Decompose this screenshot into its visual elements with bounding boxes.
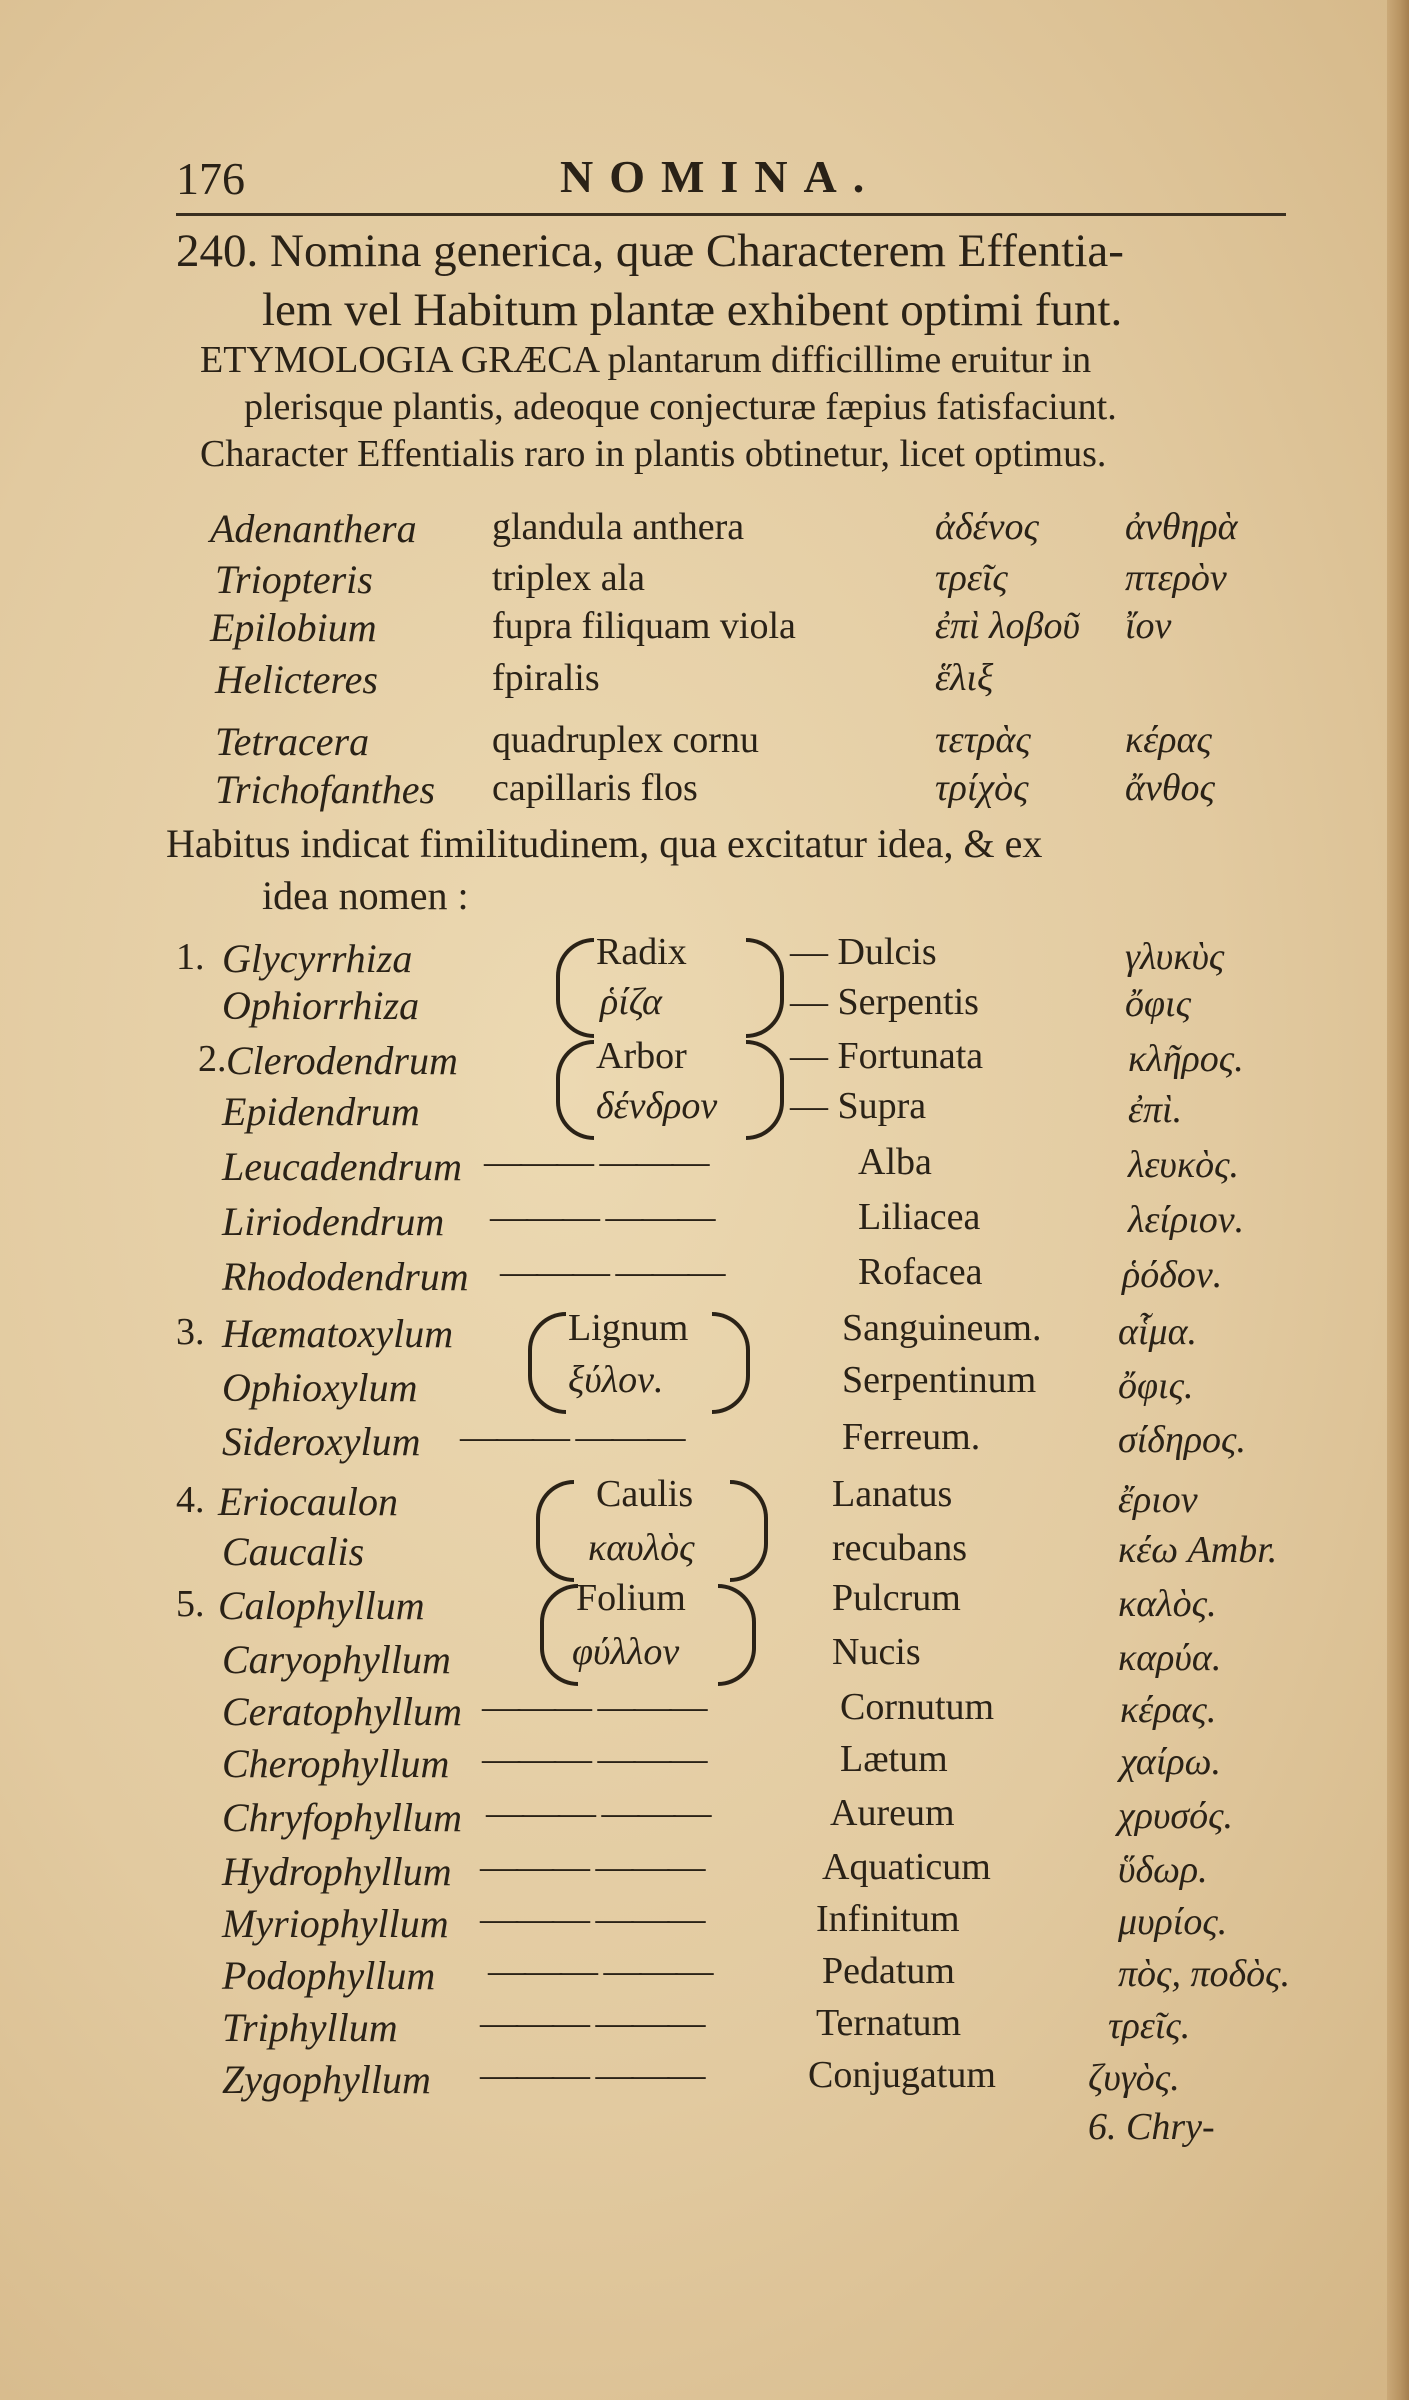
table-greek1: τετρὰς <box>935 719 1031 761</box>
group-greek-2: ὄφις <box>1125 983 1191 1025</box>
list-meaning: Rofacea <box>858 1251 983 1293</box>
table-genus: Trichofanthes <box>215 767 436 812</box>
group-greek-2: καρύα. <box>1118 1637 1222 1679</box>
section-number: 240. <box>176 225 259 277</box>
group-genus-b: Caryophyllum <box>222 1637 451 1682</box>
intro-line2: plerisque plantis, adeoque conjecturæ fæpius fatisfaciunt. <box>244 386 1117 428</box>
left-brace <box>556 938 594 1038</box>
list-meaning: Alba <box>858 1141 932 1183</box>
table-greek1: τρίχὸς <box>935 767 1029 809</box>
header-rule <box>176 213 1286 216</box>
group-word-latin: Lignum <box>568 1307 689 1349</box>
list-dashes: ——— ——— <box>488 1950 712 1992</box>
left-brace <box>556 1040 594 1140</box>
group-meaning-1: — Dulcis <box>790 931 937 973</box>
group-number: 1. <box>176 936 205 978</box>
list-dashes: ——— ——— <box>480 2054 704 2096</box>
section-heading-line1: Nomina generica, quæ Characterem Effentia- <box>270 225 1124 277</box>
table-greek2: ἀνθηρὰ <box>1125 506 1238 548</box>
group-word-latin: Folium <box>576 1577 686 1619</box>
group-genus-b: Caucalis <box>222 1529 365 1574</box>
group-meaning-2: — Serpentis <box>790 981 979 1023</box>
list-genus: Triphyllum <box>222 2005 398 2050</box>
table-greek1: ἕλιξ <box>935 657 994 699</box>
group-number: 5. <box>176 1583 205 1625</box>
group-meaning-2: Serpentinum <box>842 1359 1037 1401</box>
group-word-greek: φύλλον <box>572 1631 680 1673</box>
table-greek1: τρεῖς <box>935 557 1008 599</box>
group-genus-a: Clerodendrum <box>226 1038 458 1083</box>
list-genus: Liriodendrum <box>222 1199 445 1244</box>
habitus-line1: Habitus indicat fimilitudinem, qua excitatur idea, & ex <box>166 821 1043 866</box>
table-greek2: ἄνθος <box>1125 767 1215 809</box>
list-meaning: Pedatum <box>822 1950 955 1992</box>
book-binding-edge <box>1387 0 1409 2400</box>
list-meaning: Aureum <box>830 1792 955 1834</box>
group-greek-1: καλὸς. <box>1118 1583 1217 1625</box>
list-meaning: Infinitum <box>816 1898 960 1940</box>
left-brace <box>536 1480 574 1582</box>
list-dashes: ——— ——— <box>480 1846 704 1888</box>
group-genus-b: Ophioxylum <box>222 1365 418 1410</box>
table-genus: Helicteres <box>215 657 378 702</box>
group-genus-a: Calophyllum <box>218 1583 425 1628</box>
list-meaning: Cornutum <box>840 1686 995 1728</box>
intro-line1: ETYMOLOGIA GRÆCA plantarum difficillime eruitur in <box>200 339 1092 381</box>
right-brace <box>712 1312 750 1414</box>
group-meaning-2: recubans <box>832 1527 968 1569</box>
table-greek2: πτερὸν <box>1125 557 1227 599</box>
table-greek2: κέρας <box>1125 719 1212 761</box>
intro-line3: Character Effentialis raro in plantis obtinetur, licet optimus. <box>200 433 1107 475</box>
group-greek-2: ὄφις. <box>1118 1365 1194 1407</box>
list-greek: ὕδωρ. <box>1118 1849 1208 1891</box>
list-meaning: Lætum <box>840 1738 948 1780</box>
list-genus: Cherophyllum <box>222 1741 450 1786</box>
list-dashes: ——— ——— <box>486 1792 710 1834</box>
group-genus-a: Glycyrrhiza <box>222 936 413 981</box>
group-meaning-1: Lanatus <box>832 1473 953 1515</box>
list-dashes: ——— ——— <box>480 2002 704 2044</box>
table-meaning: fpiralis <box>492 657 600 699</box>
list-dashes: ——— ——— <box>484 1141 708 1183</box>
left-brace <box>528 1312 566 1414</box>
group-genus-b: Epidendrum <box>222 1089 420 1134</box>
list-meaning: Conjugatum <box>808 2054 996 2096</box>
list-greek: χρυσός. <box>1118 1795 1234 1837</box>
group-word-greek: ξύλον. <box>568 1359 664 1401</box>
list-greek: κέρας. <box>1120 1689 1217 1731</box>
table-genus: Triopteris <box>215 557 373 602</box>
list-dashes: ——— ——— <box>482 1686 706 1728</box>
group-number: 2. <box>198 1038 227 1080</box>
list-genus: Myriophyllum <box>222 1901 449 1946</box>
table-meaning: quadruplex cornu <box>492 719 759 761</box>
table-meaning: triplex ala <box>492 557 645 599</box>
list-genus: Ceratophyllum <box>222 1689 462 1734</box>
group-word-latin: Arbor <box>596 1035 687 1077</box>
catchword: 6. Chry- <box>1088 2106 1215 2148</box>
group-genus-a: Hæmatoxylum <box>222 1311 454 1356</box>
table-genus: Adenanthera <box>210 506 417 551</box>
group-greek-2: ἐπὶ. <box>1128 1089 1183 1131</box>
table-genus: Tetracera <box>215 719 370 764</box>
running-head: NOMINA. <box>560 151 881 202</box>
list-meaning: Ternatum <box>816 2002 962 2044</box>
list-greek: λευκὸς. <box>1128 1144 1240 1186</box>
list-genus: Zygophyllum <box>222 2057 431 2102</box>
group-greek-1: αἷμα. <box>1118 1311 1198 1353</box>
list-greek: πὸς, ποδὸς. <box>1118 1953 1291 1995</box>
group-word-latin: Radix <box>596 931 687 973</box>
table-meaning: glandula anthera <box>492 506 745 548</box>
list-meaning: Aquaticum <box>822 1846 991 1888</box>
right-brace <box>746 1040 784 1140</box>
table-greek1: ἀδένος <box>935 506 1039 548</box>
group-word-greek: ῥίζα <box>600 981 662 1023</box>
list-greek: τρεῖς. <box>1108 2005 1191 2047</box>
list-dashes: ——— ——— <box>500 1251 724 1293</box>
list-genus: Podophyllum <box>222 1953 436 1998</box>
right-brace <box>730 1480 768 1582</box>
table-meaning: fupra filiquam viola <box>492 605 796 647</box>
group-meaning-1: — Fortunata <box>790 1035 984 1077</box>
right-brace <box>718 1584 756 1686</box>
section-heading-line2: lem vel Habitum plantæ exhibent optimi funt. <box>262 284 1123 336</box>
group-meaning-1: Sanguineum. <box>842 1307 1042 1349</box>
list-genus: Hydrophyllum <box>222 1849 452 1894</box>
list-dashes: ——— ——— <box>480 1898 704 1940</box>
list-dashes: ——— ——— <box>482 1738 706 1780</box>
list-dashes: ——— ——— <box>460 1416 684 1458</box>
list-genus: Rhododendrum <box>222 1254 469 1299</box>
list-genus: Leucadendrum <box>222 1144 462 1189</box>
list-genus: Chryfophyllum <box>222 1795 462 1840</box>
group-greek-1: κλῆρος. <box>1128 1038 1244 1080</box>
list-greek: χαίρω. <box>1120 1741 1221 1783</box>
group-number: 3. <box>176 1311 205 1353</box>
habitus-line2: idea nomen : <box>262 873 469 918</box>
list-greek: ῥόδον. <box>1122 1254 1223 1296</box>
list-meaning: Liliacea <box>858 1196 981 1238</box>
list-meaning: Ferreum. <box>842 1416 981 1458</box>
list-greek: σίδηρος. <box>1118 1419 1246 1461</box>
group-genus-a: Eriocaulon <box>218 1479 398 1524</box>
group-genus-b: Ophiorrhiza <box>222 983 420 1028</box>
list-greek: μυρίος. <box>1118 1901 1228 1943</box>
table-greek1: ἐπὶ λοβοῦ <box>935 605 1080 647</box>
section-heading <box>176 224 1124 278</box>
list-greek: λείριον. <box>1128 1199 1245 1241</box>
list-genus: Sideroxylum <box>222 1419 421 1464</box>
list-dashes: ——— ——— <box>490 1196 714 1238</box>
table-genus: Epilobium <box>210 605 377 650</box>
right-brace <box>746 938 784 1038</box>
group-number: 4. <box>176 1479 205 1521</box>
page-number: 176 <box>176 153 245 204</box>
group-meaning-2: — Supra <box>790 1085 927 1127</box>
group-greek-2: κέω Ambr. <box>1118 1529 1278 1571</box>
group-greek-1: γλυκὺς <box>1125 936 1225 978</box>
group-word-greek: δένδρον <box>596 1085 718 1127</box>
group-word-greek: καυλὸς <box>588 1527 695 1569</box>
group-meaning-1: Pulcrum <box>832 1577 961 1619</box>
group-greek-1: ἔριον <box>1118 1479 1198 1521</box>
table-meaning: capillaris flos <box>492 767 698 809</box>
group-word-latin: Caulis <box>596 1473 694 1515</box>
list-greek: ζυγὸς. <box>1088 2057 1180 2099</box>
group-meaning-2: Nucis <box>832 1631 921 1673</box>
table-greek2: ἴον <box>1125 605 1172 647</box>
